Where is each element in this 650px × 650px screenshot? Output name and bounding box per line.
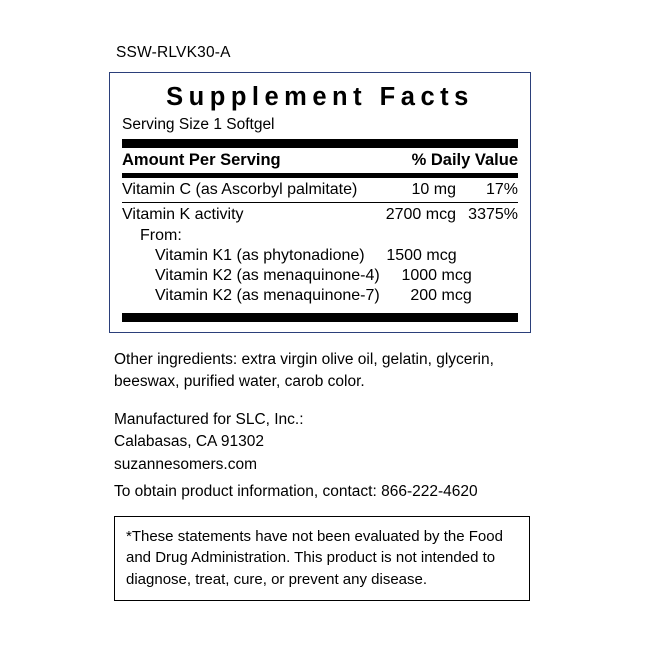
divider-thick-top xyxy=(122,139,518,148)
amount-per-serving-label: Amount Per Serving xyxy=(122,151,281,170)
table-row xyxy=(122,246,518,266)
nutrient-amount: 1000 mcg xyxy=(401,267,472,285)
nutrient-name: Vitamin K1 (as phytonadione) xyxy=(155,247,365,265)
table-row xyxy=(122,266,518,286)
manufacturer-website: suzannesomers.com xyxy=(114,455,258,473)
table-row xyxy=(122,203,518,227)
manufacturer-line-2: Calabasas, CA 91302 xyxy=(114,433,264,451)
table-row xyxy=(122,178,518,202)
fda-disclaimer: *These statements have not been evaluated by the Food and Drug Administration. This product is not intended to diagnose, treat, cure, or prevent any disease. xyxy=(114,516,530,601)
nutrient-name: Vitamin C (as Ascorbyl palmitate) xyxy=(122,180,358,198)
nutrient-name: Vitamin K activity xyxy=(122,206,244,224)
facts-column-headers xyxy=(122,148,518,173)
nutrient-daily-value: 3375% xyxy=(468,206,518,224)
manufacturer-line-1: Manufactured for SLC, Inc.: xyxy=(114,411,304,428)
nutrient-name: Vitamin K2 (as menaquinone-4) xyxy=(155,267,380,285)
other-ingredients: Other ingredients: extra virgin olive oil, gelatin, glycerin, beeswax, purified water, carob color. xyxy=(114,351,494,390)
supplement-facts-panel xyxy=(109,72,531,333)
nutrient-amount: 2700 mcg xyxy=(385,206,456,224)
nutrient-amount: 10 mg xyxy=(411,180,456,198)
from-label: From: xyxy=(140,227,182,245)
nutrient-name: Vitamin K2 (as menaquinone-7) xyxy=(155,287,380,305)
daily-value-label: % Daily Value xyxy=(411,151,518,170)
nutrient-daily-value: 17% xyxy=(485,180,518,198)
divider-thick-bottom xyxy=(122,313,518,322)
contact-info: To obtain product information, contact: 866-222-4620 xyxy=(114,483,478,500)
serving-size: Serving Size 1 Softgel xyxy=(122,116,275,134)
supplement-facts-title: Supplement Facts xyxy=(166,83,474,111)
nutrient-amount: 200 mcg xyxy=(410,287,472,305)
sku-code: SSW-RLVK30-A xyxy=(116,44,231,61)
manufacturer-block xyxy=(114,409,544,476)
table-row xyxy=(122,286,518,306)
nutrient-amount: 1500 mcg xyxy=(386,247,457,265)
